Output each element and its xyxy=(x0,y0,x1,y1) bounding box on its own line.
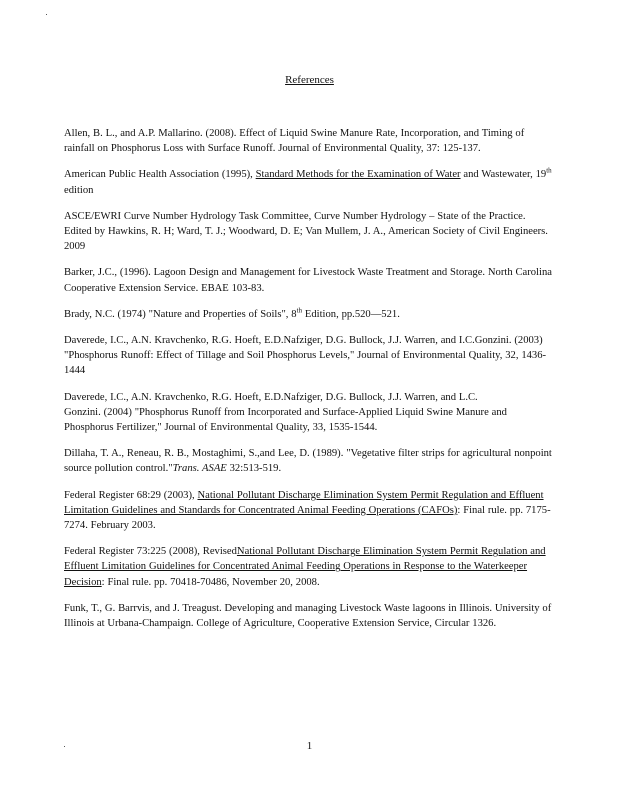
reference-text: Federal Register 73:225 (2008), Revised xyxy=(64,546,237,558)
reference-text: and Wastewater, 19 xyxy=(460,169,547,181)
reference-entry xyxy=(64,488,554,534)
reference-entry xyxy=(64,209,554,255)
reference-text: edition xyxy=(64,184,94,196)
underlined-title: National Pollutant Discharge Elimination System Permit Regulation and Effluent Limitation Guidelines and Standards for Concentrated Animal Feeding Operations (CAFOs) xyxy=(64,489,544,516)
reference-list xyxy=(64,126,554,631)
underlined-title: National Pollutant Discharge Elimination System Permit Regulation and Effluent Limitation Guidelines for Concentrated Animal Feeding Operations in Response to the Waterkeeper Decision xyxy=(64,546,546,588)
reference-text: : Final rule. pp. 70418-70486, November 20, 2008. xyxy=(101,576,320,588)
page-number: 1 xyxy=(306,740,313,752)
reference-text: Barker, J.C., (1996). Lagoon Design and Management for Livestock Waste Treatment and Storage. North Carolina Cooperative Extension Service. EBAE 103-83. xyxy=(64,267,552,294)
reference-text: Gonzini. (2004) "Phosphorus Runoff from Incorporated and Surface-Applied Liquid Swine Manure and Phosphorus Fertilizer," Journal of Environmental Quality, 33, 1535-1544. xyxy=(64,406,507,434)
reference-text: Funk, T., G. Barrvis, and J. Treagust. Developing and managing Livestock Waste lagoons in Illinois. University of Illinois at Urbana-Champaign. College of Agriculture, Cooperative Extension Service, Circular 1326. xyxy=(64,602,552,630)
superscript: th xyxy=(546,166,552,175)
reference-text: American Public Health Association (1995), xyxy=(64,169,256,181)
references-heading: References xyxy=(285,74,334,86)
reference-entry xyxy=(64,601,554,631)
reference-text: Edition, pp.520—521. xyxy=(302,308,400,320)
reference-text: Brady, N.C. (1974) "Nature and Properties of Soils", 8 xyxy=(64,308,297,320)
reference-text: Allen, B. L., and A.P. Mallarino. (2008). Effect of Liquid Swine Manure Rate, Incorporation, and Timing of rainfall on Phosphorus Loss with Surface Runoff. Journal of Environmental Quality, 37: 125-137. xyxy=(64,128,525,155)
reference-entry xyxy=(64,307,554,322)
superscript: th xyxy=(296,306,303,315)
reference-text: Daverede, I.C., A.N. Kravchenko, R.G. Hoeft, E.D.Nafziger, D.G. Bullock, J.J. Warren, and I.C.Gonzini. (2003) "Phosphorus Runoff: Effect of Tillage and Soil Phosphorus Levels," Journal of Environmental Quality, 32, 1436-1444 xyxy=(64,335,547,377)
reference-entry xyxy=(64,446,554,476)
reference-text: Federal Register 68:29 (2003), xyxy=(64,489,198,501)
underlined-title: Standard Methods for the Examination of Water xyxy=(255,169,461,181)
scan-speck xyxy=(46,14,47,15)
reference-entry xyxy=(64,167,554,197)
reference-text: Dillaha, T. A., Reneau, R. B., Mostaghimi, S.,and Lee, D. (1989). "Vegetative filter strips for agricultural nonpoint source pollution control." xyxy=(64,448,552,475)
reference-entry xyxy=(64,126,554,156)
reference-text: Daverede, I.C., A.N. Kravchenko, R.G. Hoeft, E.D.Nafziger, D.G. Bullock, J.J. Warren, and L.C. xyxy=(64,391,478,403)
reference-entry xyxy=(64,265,554,295)
reference-entry xyxy=(64,333,554,379)
reference-text: 32:513-519. xyxy=(226,463,282,475)
reference-entry xyxy=(64,390,554,436)
reference-text: ASCE/EWRI Curve Number Hydrology Task Committee, Curve Number Hydrology – State of the Practice. Edited by Hawkins, R. H; Ward, T. J.; Woodward, D. E; Van Mullem, J. A., American Society of Civil Engineers. 2009 xyxy=(64,210,548,253)
reference-text: : Final rule. pp. 7175-7274. February 2003. xyxy=(64,504,551,532)
reference-entry xyxy=(64,544,554,590)
italic-title: Trans. ASAE xyxy=(172,463,227,475)
